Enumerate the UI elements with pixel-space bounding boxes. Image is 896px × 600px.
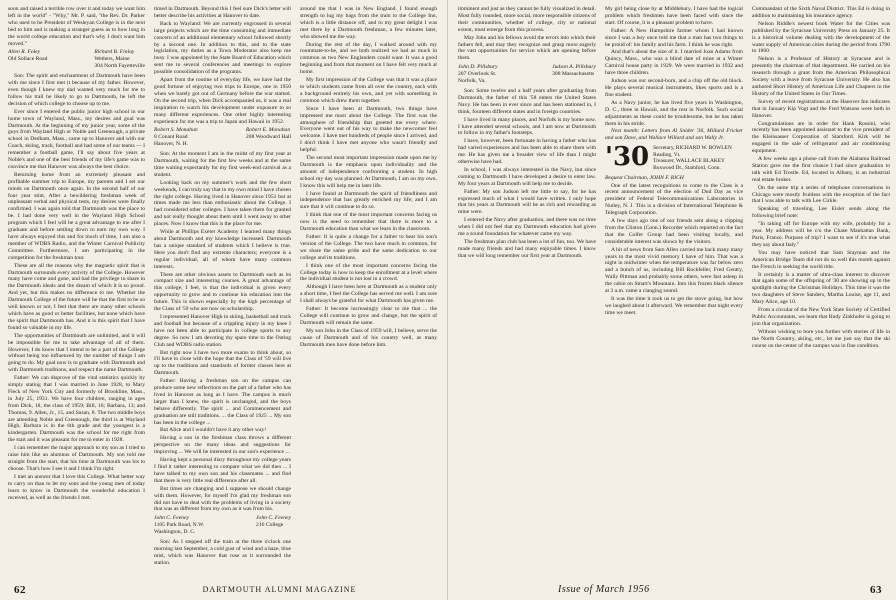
article-text: around me that I was in New England. I found enough strength to lug my bags from the train to the College Inn, which is a little distance off, and to my great delight I was met there by a Dartmouth freshman, a few minutes later, who showed me the way. <box>300 6 437 40</box>
article-text: Son: As I stepped off the train at the three o'clock one morning last September, a cold gust of wind and a haze, blue mist, which was Hanover that rose as it surrounded the station. <box>154 539 291 566</box>
article-text: It was the time it took us to get the stove going, but how we laughed about it afterward. We remember that night every time we meet. <box>605 296 743 316</box>
article-text: imminent and just as they cannot be fully visualized in detail. Most fully rounded, more social, more responsible citizens of their communities, whether of college, city or national extent, must emerge from this process. <box>458 6 596 33</box>
article-text: I think that one of the most important concerns facing us now is the need to remember that there is more to a Dartmouth education than what we learn in the classroom. <box>300 212 437 233</box>
article-text: Survey of recent registrations at the Hanover Inn indicates that in January Kip Vogt and the Fred Watsons were both in Hanover. <box>752 98 890 119</box>
article-text: Although I have been here at Dartmouth as a student only a short time, I feel the College has served me well. I am sure I shall always be grateful for what Dartmouth has given me. <box>300 284 437 305</box>
article-text: You may have noticed that Sam Stayman and the American Bridge Team did not do so well this month against the French in seeking the world title. <box>752 249 890 270</box>
article-text: As a Navy junior, he has lived five years in Washington, D. C., three in Hawaii, and the rest in Norfolk. Such social adjustments as these could be troublesome, but he has taken them in his stride. <box>605 99 743 127</box>
signer-address: Washington, D. C. <box>154 529 196 536</box>
signer-name: Robert S. Monahan <box>154 127 198 134</box>
article-text: One of the latest recognitions to come to the Class is a recent announcement of the election of Dud Day as vice president of Federal Telecommunications Laboratories in Nutley, N. J. This is a division of International Telephone & Telegraph Corporation. <box>605 182 743 217</box>
article-text: Returning home from an extremely pleasant and profitable summer trip to Europe, my parents and I set our minds on Dartmouth once again. In the second half of our four year stint, After a bewildering freshman week of unpleasant verbal and physical tests, my desires were finally confirmed. I was again told that Dartmouth was the place to be. I had done very well in the Wayland High School program which I feel will be a great advantage to me after I graduate and before settling down to earn my own way. I have always enjoyed this and for much of time, I am also a member of WDBS Radio, and the Winter Carnival Publicity Committee. Furthermore, I am participating in the competition for the freshman tour. <box>8 171 145 261</box>
article-text: I think one of the most important concerns facing the College today is how to keep the enrollment at a level where the individual student is not lost in a crowd. <box>300 262 437 283</box>
class-year-number: '30 <box>605 142 650 173</box>
signer-address: Wethers, Maine <box>94 56 130 63</box>
page-number: 62 <box>14 584 26 596</box>
article-text: Father: It is quite a change for a father to hear his son's version of the College. The two have much in common, for we share the same pride and the same dedication to our college and its traditions. <box>300 234 437 261</box>
article-text: I met an answer that I love this College. What better way to carry on than to let my sons and the young men of today learn to know in Dartmouth the wonderful education I received, as well as the friends I met. <box>8 473 145 501</box>
left-column-3 <box>300 6 437 578</box>
left-page-footer <box>0 584 447 596</box>
signer-address: 8 Conant Road <box>154 134 188 141</box>
right-page-footer <box>448 584 896 596</box>
right-column-3 <box>752 6 890 578</box>
article-text: A few weeks ago a phone call from the Alabama Railroad Station gave me the first chance I had since graduation to talk with Ed Trostle. Ed, located in Albany, is an industrial real estate broker. <box>752 156 890 183</box>
left-column-1 <box>8 6 145 578</box>
signature-block <box>458 64 596 85</box>
right-column-2 <box>605 6 743 578</box>
treasurer-line: Treasurer, WALLACE BLAKEY <box>653 158 725 165</box>
article-text: From a circular of the New York State Society of Certified Public Accountants, we learn that Rudy Zinkhofer is going to join that organization. <box>752 307 890 327</box>
issue-date: Issue of March 1956 <box>558 584 650 595</box>
treasurer-address: Boxwood Dr., Stamford, Conn. <box>653 165 721 171</box>
right-column-1 <box>458 6 596 578</box>
article-text: Father: Having a freshman son on the campus can produce some new reflections on the part of a father who has lived in Hanover as long as I have. The campus is much larger than I knew, the spirit is unchanged, and the boys behave differently. The spirit ... and Commencement and graduation are still traditions. ... the Class of 1925 ... My son has been in the college ... <box>154 378 291 426</box>
article-text: soon and raised a terrible row over it and today we want him left in the world" - "Why," Mr. P. said, "the Rev. Dr. Parker who used to be President of Wesleyan College is in the next bed to him and is making a stranger guess as to how long in the world college education and that's why I don't want him moved." <box>8 6 145 47</box>
signature-block <box>8 49 145 70</box>
article-text: Son: At the moment I am in the midst of my first year at Dartmouth, waiting for the first few weeks and at the same time waiting expectantly for my first week-end carnival as a student. <box>154 151 291 178</box>
article-text: timed in Dartmouth. Beyond this I feel sure Dick's letter will better describe his activities at Hanover to date. <box>154 6 291 19</box>
article-text: I have, however, been fortunate in having a father who has had varied experiences and has been able to share them with me. He has given me a broader view of life than I might otherwise have had. <box>458 138 596 166</box>
signature-block <box>154 127 291 148</box>
signer-name: Allen R. Foley <box>8 49 41 56</box>
signer-address: 304 North Fayetteville <box>94 63 145 70</box>
left-page-columns <box>8 6 437 578</box>
article-text: Son: The spirit and enchantment of Dartmouth have been with me since I first met it because of my father. However, even though I knew my dad wanted very much for me to follow his trail he likely to go to Dartmouth, he left the decision of which college to choose up to me. <box>8 73 145 107</box>
signer-name: John C. Feeney <box>154 515 189 522</box>
article-text: The freshman plan club has been a lot of fun, too. We have made many friends and had many enjoyable times. I know that we will long remember our first year at Dartmouth. <box>458 239 596 259</box>
article-text: A few days ago one of our friends sent along a clipping from the Clinton (Conn.) Recorder which reported on the fact that the Colfer Group had been visiting locally, and considerable interest was shown by the visitors. <box>605 218 743 245</box>
article-text: May John and his fellows avoid the errors into which their fathers fell, and may they recognize and grasp more eagerly the vast opportunities for service which are opening before them. <box>458 34 596 62</box>
article-text: But times are changing and I suppose we should change with them. However, for myself I'm glad my freshman son did not have to deal with the problems of living in a society that was as different from my own as it was from his. <box>154 485 291 513</box>
class-officers <box>653 145 732 171</box>
magazine-title: DARTMOUTH ALUMNI MAGAZINE <box>202 585 357 594</box>
signer-name: Richard B. Finlay <box>94 49 135 56</box>
article-text: During the rest of the day, I walked around with my roommate-to-be, and we both realized we had as much in common as two New Englanders could want. It was a good beginning and from that moment on I have felt very much at home. <box>300 41 437 76</box>
signature-block <box>154 515 291 536</box>
signer-address: 208 Woodward Hall <box>245 134 291 141</box>
article-text: The opportunities of Dartmouth are unlimited, and it will be impossible for me to take advantage of all of them. However, I do know that I intend to be a part of the College without being too influenced by the number of things I am going to do. My goal now is to graduate with Dartmouth and with Dartmouth traditions, and respect the name Dartmouth. <box>8 332 145 374</box>
secretary-line: Secretary, RICHARD W. BOWLEN <box>653 145 732 152</box>
signer-address: Norfolk, Va. <box>458 78 486 85</box>
article-text: On the same trip a series of telephone conversations in Chicago were mostly fruitless with the exception of the fact that I was able to talk with Lee Cirkle. <box>752 184 890 205</box>
article-text: My first impression of the College was that it was a place to which students came from all over the country, each with a background entirely his own, and yet with something in common which drew them together. <box>300 77 437 104</box>
article-text: While at Phillips Exeter Academy I learned many things about Dartmouth and my knowledge increased. Dartmouth has a unique standard of students which I believe is true. Here you don't find any extreme characters; everyone is a regular individual, all of whom have many common interests. <box>154 229 291 270</box>
article-text: Having kept a personal diary throughout my college years I find it rather interesting to compare what we did then ... I have talked to my own son and his classmates ... and find that there is very little real difference after all. <box>154 457 291 484</box>
signer-name: John C. Feeney <box>256 515 291 522</box>
page-number: 63 <box>870 584 882 596</box>
article-text: And that's about the size of it. I married Joan Adams from Quincy, Mass., who was a blind date of mine at a Winter Carnival house party in 1929. We were married in 1932 and have three children. <box>605 49 743 77</box>
secretary-address: Reading, Vt. <box>653 151 681 158</box>
article-text: My girl being close by at Middlebury, I have had the logical problem which freshmen have been faced with since the start. Of course, it is a pleasant problem to have. <box>605 6 743 26</box>
article-text: Nelson is a Professor of History at Syracuse and is presently the chairman of that department. He carried on his research through a grant from the American Philosophical Society with a leave from Syracuse University. He also has authored Short History of American Life and Chapters in the History of the United States in Our Times. <box>752 56 890 97</box>
class-header <box>605 142 743 173</box>
signer-name: Robert E. Monahan <box>245 127 291 134</box>
signer-address: 207 Overlook St. <box>458 71 497 78</box>
article-text: Since I have been at Dartmouth, two things have impressed me most about the College. The first was the atmosphere of friendship that greeted me every where. Everyone went out of his way to make the newcomer feel welcome. I have met hundreds of people since I arrived, and I don't think I have met anyone who wasn't friendly and helpful. <box>300 105 437 154</box>
article-text: "In taking off for Europe with my wife, probably for a year. My address will be c/o the Chase Manhattan Bank, Paris, France. Purpose of trip? I want to see if it's true what they say about Italy." <box>752 221 890 248</box>
article-text: Back to Wayland: We are currently engrossed in several large projects which are the time consuming and immediate concern of an additional elementary school followed shortly by a second one. In addition to this, and to the state legislation, my duties as a Town Moderator also keep me busy. I was appointed by the State Board of Education which sent me to several conferences and meetings to explore possible consolidation of the programs. <box>154 20 291 76</box>
article-text: Without wishing to bore you further with stories of life in the North Country, skiing, etc., let me just say that the ski course on the center of the campus was in fine condition. <box>752 328 890 349</box>
signer-name: Judson A. Pillsbury <box>552 64 596 71</box>
signer-address: Hanover, N. H. <box>154 141 189 148</box>
article-text: Having a son in the freshman class throws a different perspective on the many ideas and suggestions for improving ... We will be interested in our son's experience ... <box>154 435 291 456</box>
article-text: I have found at Dartmouth the spirit of friendliness and independence that has greatly enriched my life; and I am sure that it will continue to do so. <box>300 190 437 211</box>
signer-name: John D. Pillsbury <box>458 64 498 71</box>
article-text: But right now I have two more exams to think about, so I'll have to close with the hope that the Class of '59 will live up to the traditions and standards of former classes here at Dartmouth. <box>154 349 291 377</box>
signer-address: 308 Massachusetts <box>552 71 595 78</box>
article-text: Father: We can disprove of the vital statistics quickly by simply stating that I was married in June 1928, to Mary Fleck of New York City and formerly of Brookline, Mass., in July 25, 1931. We have four children, ranging in ages from Dick, 18, the class of 1959; Bill, 16; Barbara, 13; and Thomas, 9. Allen, Jr., 15, and Susan, 8. The two middle boys are attending Noble and Greenough, the third is at Wayland High, Barbara is in the 6th grade and the youngest is a kindergarten. Dartmouth was the school for me right from the start and it was pleasant for me to enter in 1928. <box>8 375 145 444</box>
article-text: I have lived in many places, and Norfolk is my home now. I have attended several schools, and I am now at Dartmouth to follow in my father's footsteps. <box>458 116 596 137</box>
article-text: These are all the reasons why the magnetic spirit that is Dartmouth surrounds every activity of the College. However many have come and gone, and had the privilege to share in the Dartmouth ideals and the dream of which it is so proud. And yet, but this makes no difference to me. Whether the Dartmouth College of the future will be that the first to be so well known or not, I feel that there are many other schools which have as good or better facilities, but none which have the spirit that Dartmouth has. And it is this spirit that I have found so valuable in my life. <box>8 262 145 331</box>
signer-address: 216 College <box>256 522 284 529</box>
article-text: Father: A New Hampshire farmer whom I had known since I was a boy once told me that a man has two things to be proud of: his family and his farm. I think he was right. <box>605 27 743 48</box>
article-text: Ever since I entered the public junior high school in our home town of Wayland, Mass., my desires and goal was Dartmouth. At the beginning of my junior year, some of the guys from Wayland High or Noble and Greenough, a private school in Dedham, Mass., came up to Hanover and with our Coach, skiing, track, football and had some of our teams — I remember a football game, I'll say about five years at Noble's and one of the best friends of my life's game was to convince me that Hanover was always the best choice. <box>8 108 145 170</box>
article-text: Looking back on my summer's work and the few short weekends, I can truly say that in my own mind I have chosen the right college. Having lived in Hanover since 1951 but at times made me less than enthusiastic about the College. I had considered other colleges. I have taken them for granted and not really thought about them until I went away to other places. Now I know that this is the place for me. <box>154 179 291 228</box>
next-month-note: Next month: Letters from Al Snider '36, Millard Fricker and son Dave, and Wallace Willard and son Wally Jr. <box>605 128 743 142</box>
article-text: It certainly is a matter of ultra-class interest to discover that again some of the offspring of '30 are showing up in the spotlight during the Christmas Holidays. This time it was the two daughters of Steve Sanders, Martha Louise, age 11, and Mary Alice, age 10. <box>752 271 890 306</box>
article-text: I entered the Navy after graduation, and there was no time when I did not feel that my Dartmouth education had given me a sound foundation for whatever came my way. <box>458 217 596 238</box>
article-text: I represented Hanover High in skiing, basketball and track and football but because of a crippling injury in my knee I have not been able to participate in college sports to any degree. So now I am devoting my spare time to the Outing Club and WDBS radio station. <box>154 313 291 348</box>
article-text: Apart from the routine of everyday life, we have had the good fortune of enjoying two trips to Europe, one in 1950 when we barely got out of Germany before the war started. On the second trip, when Dick accompanied us, it was a real inspiration to watch his development under exposure to so many different experiences. One other highly interesting experience for me was a trip to Japan and Hawaii in 1952. <box>154 77 291 125</box>
article-text: Judson was our second-born, and a chip off the old block. He plays several musical instruments, likes sports and is a fine student. <box>605 78 743 98</box>
right-page <box>448 0 896 600</box>
article-text: Father: My son Judson left me little to say, for he has expressed much of what I would have written. I only hope that his years at Dartmouth will be as rich and rewarding as mine were. <box>458 188 596 216</box>
signer-address: Old Sollace Road <box>8 56 48 63</box>
article-text: But Alice and I wouldn't have it any other way! <box>160 427 267 434</box>
article-text: The second most important impression made upon me by Dartmouth is the emphasis upon individuality and the amount of independence confronting a student. In high school my day was planned. At Dartmouth, I am on my own. I know this will help me in later life. <box>300 155 437 189</box>
article-text: A bit of news from Sam Allen carried me back many many years to the most vivid memory I have of him. That was a night in midwinter when the temperature was far below zero and a bunch of us, including Bill Rockfeller, Fred Gentry, Wally Pittman and probably some others, were fast asleep in the cabin on Smart's Mountain. Into this frozen black silence at 3 a.m. came a clanging sound. <box>605 246 743 295</box>
left-column-2 <box>154 6 291 578</box>
bequest-chairman: Bequest Chairman, JOHN F. RICH <box>605 174 684 181</box>
signer-address: 1105 Park Road, N.W. <box>154 522 205 529</box>
article-text: Commandant of the Sixth Naval District. This Ed is doing in addition to maintaining his insurance agency. <box>752 6 890 19</box>
article-text: There are other obvious assets to Dartmouth such as its compact size and interesting courses. A great advantage of this college, I feel, is that the individual is given every opportunity to grow and to continue his education into the future. This is shown especially by the high percentage of the Class of '59 who are now on scholarship. <box>154 271 291 313</box>
article-text: Son: Some twelve and a half years after graduating from Dartmouth, the father of this '58 enters the United States Navy. He has been in ever since and has been stationed in, I think, fourteen different states and in foreign countries. <box>458 87 596 115</box>
article-text: Speaking of traveling, Lee Eisler sends along the following brief note: <box>752 206 890 220</box>
article-text: My son John in the Class of 1959 will, I believe, serve the cause of Dartmouth and of his country well, as many Dartmouth men have done before him. <box>300 327 437 348</box>
article-text: I can remember the major approach to my son as I tried to raise him like an alumnus of Dartmouth. My son told me straight from the start, that his time at Dartmouth was his to choose. That's how I see it and I think I'm right. <box>8 445 145 472</box>
article-text: Nelson Riddle's newest book Water for the Cities was published by the Syracuse University Press on January 25. It is a historical volume dealing with the development of the water supply of American cities during the period from 1790 to 1860. <box>752 20 890 55</box>
article-text: Congratulations are in order for Hank Rossini, who recently has been appointed assistant to the vice president of the Kleinsasser Corporation of Stamford. Kirk will be engaged in the sale of refrigerator and air conditioning equipment. <box>752 120 890 155</box>
article-text: In school, I was always interested in the Navy, but since coming to Dartmouth I have developed a desire to enter law. My four years at Dartmouth will help me to decide. <box>458 166 596 187</box>
right-page-columns <box>458 6 890 578</box>
article-text: Father: It become increasingly clear to me that ... the College will continue to grow and change, but the spirit of Dartmouth will remain the same. <box>300 306 437 326</box>
